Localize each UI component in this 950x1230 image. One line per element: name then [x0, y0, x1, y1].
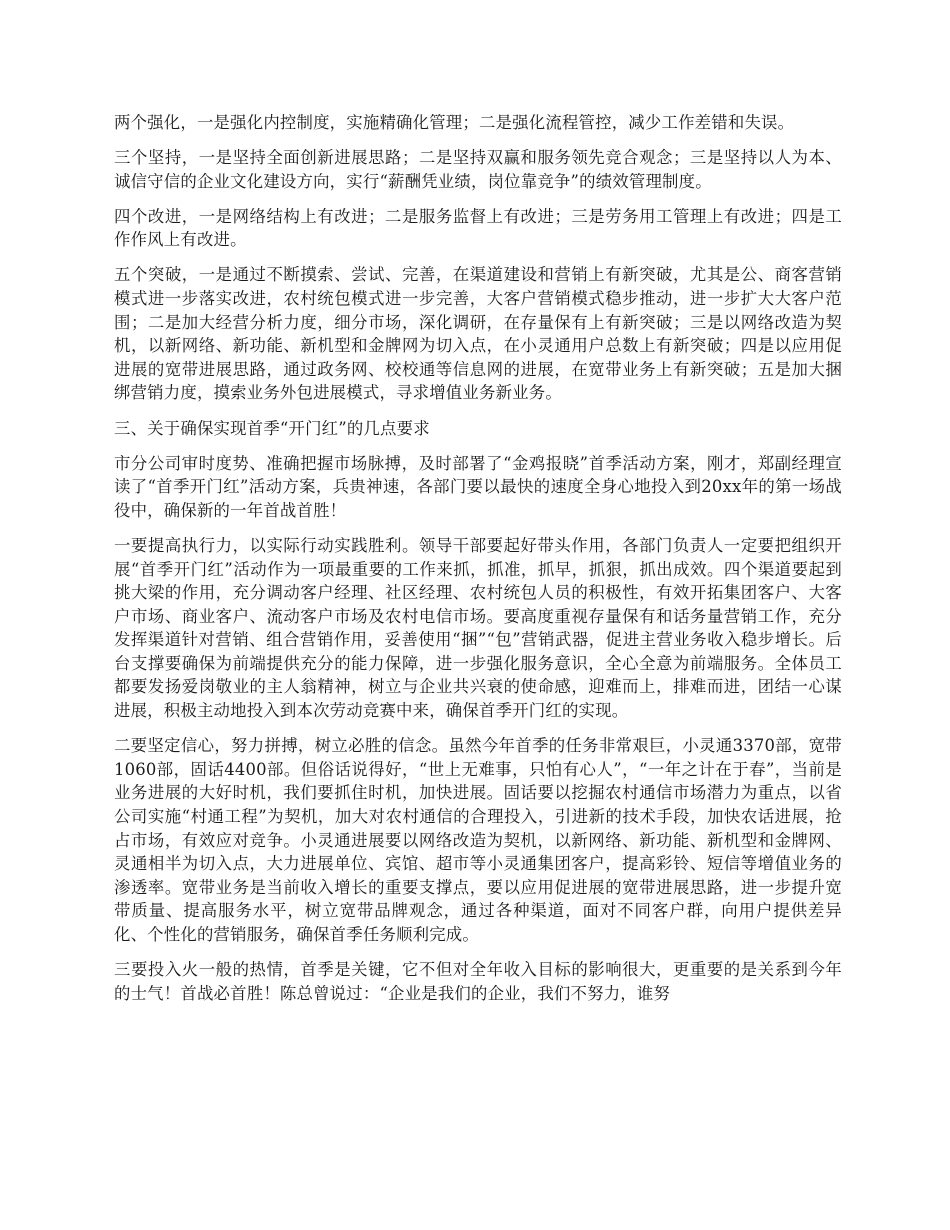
paragraph-two-strengthenings: 两个强化，一是强化内控制度，实施精确化管理；二是强化流程管控，减少工作差错和失误。 [114, 113, 795, 132]
paragraph-confidence: 二要坚定信心，努力拼搏，树立必胜的信念。虽然今年首季的任务非常艰巨，小灵通3370部，宽带1060部，固话4400部。但俗话说得好，“世上无难事，只怕有心人”，“一年之计在于春”，当前是业务进展的大好时机，我们要抓住时机，加快进展。固话要以挖掘农村通信市场潜力为重点，以省公司实施“村通工程”为契机，加大对农村通信的合理投入，引进新的技术手段，加快农话进展，抢占市场，有效应对竞争。小灵通进展要以网络改造为契机，以新网络、新功能、新机型和金牌网、灵通相半为切入点，大力进展单位、宾馆、超市等小灵通集团客户，提高彩铃、短信等增值业务的渗透率。宽带业务是当前收入增长的重要支撑点，要以应用促进展的宽带进展思路，进一步提升宽带质量、提高服务水平，树立宽带品牌观念，通过各种渠道，面对不同客户群，向用户提供差异化、个性化的营销服务，确保首季任务顺利完成。 [114, 736, 842, 944]
paragraph-execution: 一要提高执行力，以实际行动实践胜利。领导干部要起好带头作用，各部门负责人一定要把组织开展“首季开门红”活动作为一项最重要的工作来抓，抓准，抓早，抓狠，抓出成效。四个渠道要起到挑大梁的作用，充分调动客户经理、社区经理、农村统包人员的积极性，有效开拓集团客户、大客户市场、商业客户、流动客户市场及农村电信市场。要高度重视存量保有和话务量营销工作，充分发挥渠道针对营销、组合营销作用，妥善使用“捆”“包”营销武器，促进主营业务收入稳步增长。后台支撑要确保为前端提供充分的能力保障，进一步强化服务意识，全心全意为前端服务。全体员工都要发扬爱岗敬业的主人翁精神，树立与企业共兴衰的使命感，迎难而上，排难而进，团结一心谋进展，积极主动地投入到本次劳动竞赛中来，确保首季开门红的实现。 [114, 535, 842, 721]
paragraph-three-persistences: 三个坚持，一是坚持全面创新进展思路；二是坚持双赢和服务领先竞合观念；三是坚持以人为本、诚信守信的企业文化建设方向，实行“薪酬凭业绩，岗位靠竞争”的绩效管理制度。 [114, 148, 842, 191]
section-heading-requirements: 三、关于确保实现首季“开门红”的几点要求 [114, 418, 430, 438]
paragraph-campaign-plan: 市分公司审时度势、准确把握市场脉搏，及时部署了“金鸡报晓”首季活动方案，刚才，郑副经理宣读了“首季开门红”活动方案，兵贵神速，各部门要以最快的速度全身心地投入到20xx年的第一场战役中，确保新的一年首战首胜！ [114, 453, 842, 520]
paragraph-five-breakthroughs: 五个突破，一是通过不断摸索、尝试、完善，在渠道建设和营销上有新突破，尤其是公、商客营销模式进一步落实改进，农村统包模式进一步完善，大客户营销模式稳步推动，进一步扩大大客户范围；二是加大经营分析力度，细分市场，深化调研，在存量保有上有新突破；三是以网络改造为契机，以新网络、新功能、新机型和金牌网为切入点，在小灵通用户总数上有新突破；四是以应用促进展的宽带进展思路，通过政务网、校校通等信息网的进展，在宽带业务上有新突破；五是加大捆绑营销力度，摸索业务外包进展模式，寻求增值业务新业务。 [114, 265, 842, 403]
document-body [114, 111, 842, 1017]
paragraph-four-improvements: 四个改进，一是网络结构上有改进；二是服务监督上有改进；三是劳务用工管理上有改进；四是工作作风上有改进。 [114, 206, 842, 250]
paragraph-enthusiasm: 三要投入火一般的热情，首季是关键，它不但对全年收入目标的影响很大，更重要的是关系到今年的士气！首战必首胜！陈总曾说过：“企业是我们的企业，我们不努力，谁努 [114, 960, 842, 1003]
